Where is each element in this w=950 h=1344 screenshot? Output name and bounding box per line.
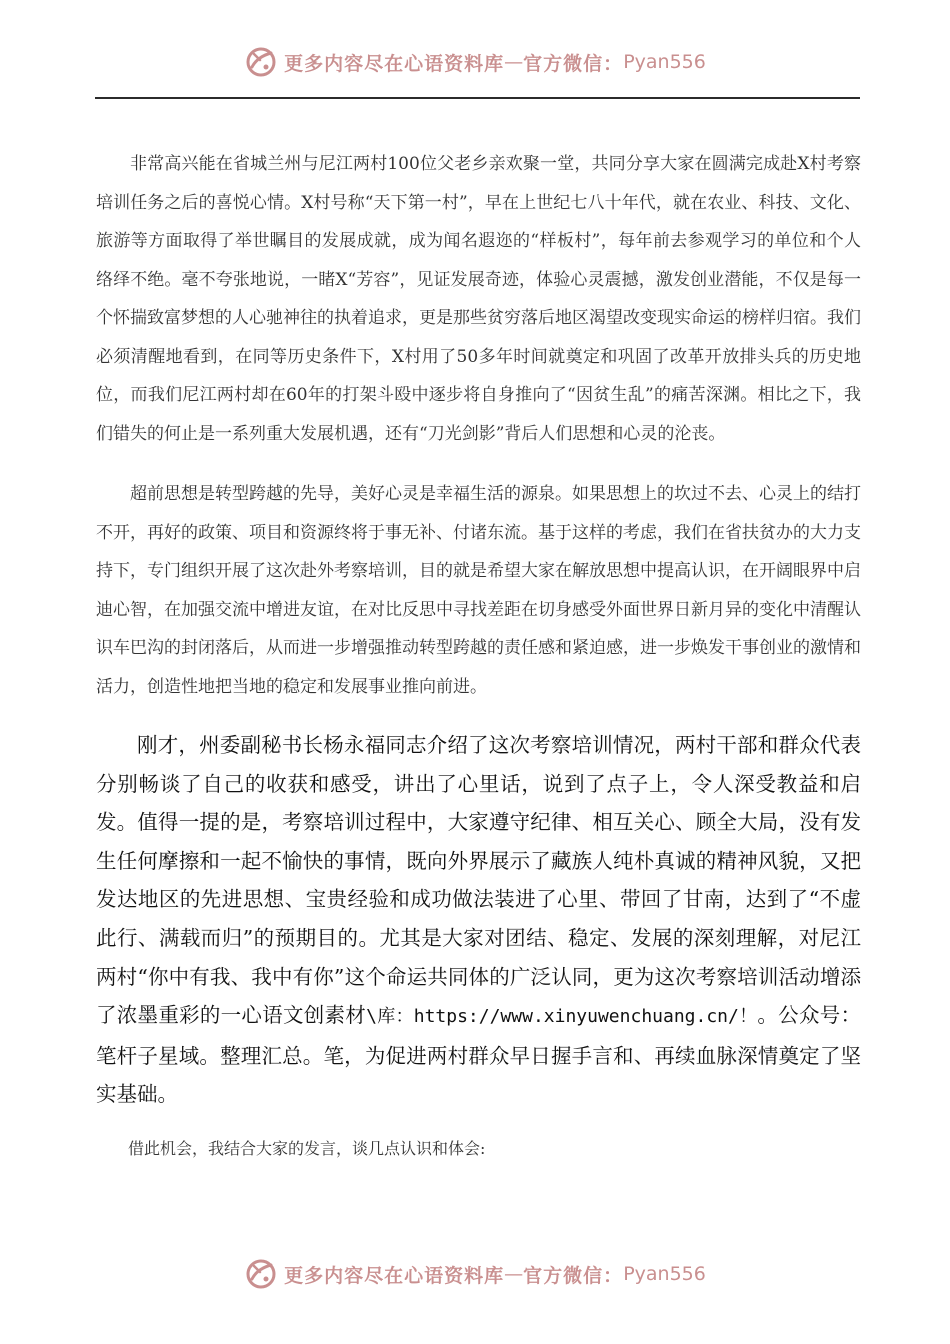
paragraph-1: 非常高兴能在省城兰州与尼江两村100位父老乡亲欢聚一堂，共同分享大家在圆满完成赴X村考察培训任务之后的喜悦心情。X村号称“天下第一村”，早在上世纪七八十年代，就在农业、科技、文化、旅游等方面取得了举世瞩目的发展成就，成为闻名遐迩的“样板村”，每年前去参观学习的单位和个人络绎不绝。毫不夸张地说，一睹X“芳容”，见证发展奇迹，体验心灵震撼，激发创业潜能，不仅是每一个怀揣致富梦想的人心驰神往的执着追求，更是那些贫穷落后地区渴望改变现实命运的榜样归宿。我们必须清醒地看到，在同等历史条件下，X村用了50多年时间就奠定和巩固了改革开放排头兵的历史地位，而我们尼江两村却在60年的打架斗殴中逐步将自身推向了“因贫生乱”的痛苦深渊。相比之下，我们错失的何止是一系列重大发展机遇，还有“刀光剑影”背后人们思想和心灵的沦丧。 <box>96 154 861 444</box>
paragraph-3-text: 刚才，州委副秘书长杨永福同志介绍了这次考察培训情况，两村干部和群众代表分别畅谈了自己的收获和感受，讲出了心里话，说到了点子上，令人深受教益和启发。值得一提的是，考察培训过程中，大家遵守纪律、相互关心、顾全大局，没有发生任何摩擦和一起不愉快的事情，既向外界展示了藏族人纯朴真诚的精神风貌，又把发达地区的先进思想、宝贵经验和成功做法装进了心里、带回了甘南，达到了“不虚此行、满载而归”的预期目的。尤其是大家对团结、稳定、发展的深刻理解，对尼江两村“你中有我、我中有你”这个命运共同体的广泛认同，更为这次考察培训活动增添了浓墨重彩的一心语文创素材 <box>96 733 861 1028</box>
footer-contact-label: 官方微信： <box>523 1264 624 1287</box>
header-divider <box>95 97 860 99</box>
closing-line: 借此机会，我结合大家的发言，谈几点认识和体会: <box>128 1138 486 1158</box>
header-contact-id: Pyan556 <box>623 51 706 73</box>
header-separator: — <box>504 51 524 73</box>
footer-brand <box>244 1257 706 1291</box>
page-header <box>0 42 950 82</box>
paragraph-3-url: \库：https://www.xinyuwenchuang.cn/！ <box>366 1006 758 1028</box>
document-body <box>96 145 861 1164</box>
header-brand <box>244 45 706 79</box>
footer-contact-id: Pyan556 <box>623 1263 706 1285</box>
footer-separator: — <box>504 1263 524 1285</box>
paragraph-3 <box>96 726 861 1114</box>
header-contact-label: 官方微信： <box>523 52 624 75</box>
brush-circle-logo-icon <box>244 45 278 79</box>
header-brand-text: 更多内容尽在心语资料库 <box>284 52 505 75</box>
page-footer <box>0 1254 950 1294</box>
paragraph-3-tail: 。公众号：笔杆子星域。整理汇总。笔，为促进两村群众早日握手言和、再续血脉深情奠定了坚实基础。 <box>96 1003 862 1107</box>
paragraph-2: 超前思想是转型跨越的先导，美好心灵是幸福生活的源泉。如果思想上的坎过不去、心灵上的结打不开，再好的政策、项目和资源终将于事无补、付诸东流。基于这样的考虑，我们在省扶贫办的大力支持下，专门组织开展了这次赴外考察培训，目的就是希望大家在解放思想中提高认识，在开阔眼界中启迪心智，在加强交流中增进友谊，在对比反思中寻找差距在切身感受外面世界日新月异的变化中清醒认识车巴沟的封闭落后，从而进一步增强推动转型跨越的责任感和紧迫感，进一步焕发干事创业的激情和活力，创造性地把当地的稳定和发展事业推向前进。 <box>96 484 861 697</box>
brush-circle-logo-icon <box>244 1257 278 1291</box>
footer-brand-text: 更多内容尽在心语资料库 <box>284 1264 505 1287</box>
